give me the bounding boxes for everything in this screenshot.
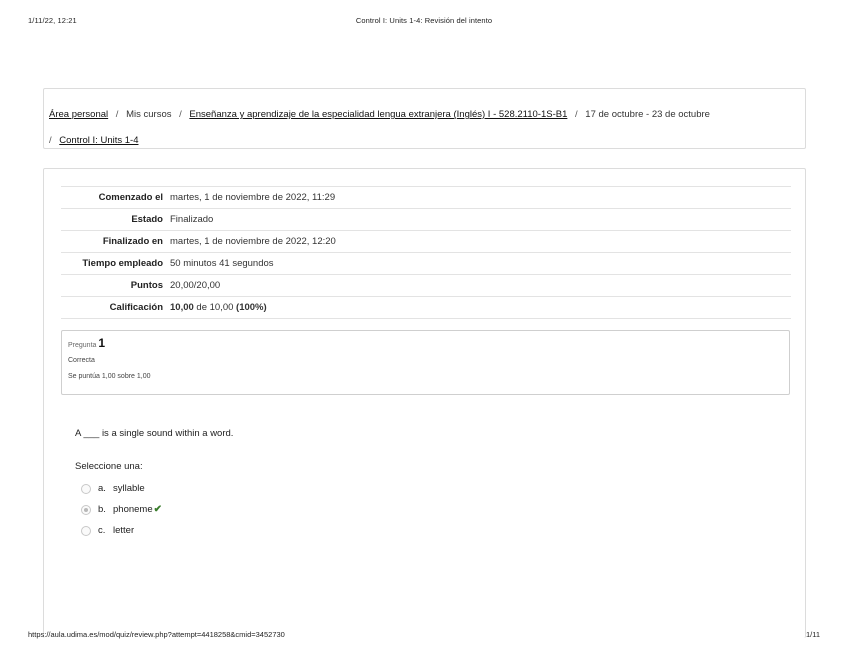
summary-value: martes, 1 de noviembre de 2022, 11:29 [170, 192, 336, 203]
question-number-label: Pregunta [68, 342, 97, 349]
summary-row-started [61, 187, 791, 209]
summary-value: 50 minutos 41 segundos [170, 258, 274, 269]
radio-button-selected [81, 505, 91, 515]
question-text: A ___ is a single sound within a word. [75, 428, 234, 439]
summary-row-points [61, 275, 791, 297]
breadcrumb [43, 88, 806, 149]
radio-button [81, 484, 91, 494]
answer-letter: c. [98, 525, 106, 536]
summary-row-state [61, 209, 791, 231]
print-header [28, 16, 820, 28]
grade-score: 10,00 [170, 302, 194, 313]
question-grade: Se puntúa 1,00 sobre 1,00 [68, 373, 151, 380]
answer-letter: a. [98, 483, 106, 494]
grade-middle: de 10,00 [196, 302, 234, 313]
question-info-box [61, 330, 790, 395]
print-page-number: 1/11 [805, 630, 820, 639]
radio-button [81, 526, 91, 536]
breadcrumb-quiz[interactable]: Control I: Units 1-4 [59, 135, 139, 146]
answer-option-c [81, 520, 162, 541]
answer-prompt: Seleccione una: [75, 461, 143, 472]
grade-percent: (100%) [236, 302, 267, 313]
summary-label: Comenzado el [98, 192, 163, 203]
answer-letter: b. [98, 504, 106, 515]
answer-text: letter [113, 525, 135, 536]
question-number: 1 [98, 336, 106, 350]
summary-label: Tiempo empleado [82, 258, 163, 269]
print-timestamp: 1/11/22, 12:21 [28, 16, 77, 25]
attempt-review-card [43, 168, 806, 638]
summary-label: Calificación [109, 302, 163, 313]
breadcrumb-mis-cursos: Mis cursos [126, 109, 172, 120]
summary-grade-value [170, 297, 791, 319]
breadcrumb-course[interactable]: Enseñanza y aprendizaje de la especialidad lengua extranjera (Inglés) I - 528.2110-1S-B1 [189, 109, 568, 120]
print-page-title: Control I: Units 1-4: Revisión del intento [355, 16, 493, 25]
summary-row-grade [61, 297, 791, 319]
breadcrumb-separator: / [115, 109, 119, 120]
question-number-line [68, 336, 789, 353]
summary-label: Estado [131, 214, 163, 225]
summary-value: 20,00/20,00 [170, 280, 221, 291]
answer-option-a [81, 478, 162, 499]
answer-option-b [81, 499, 162, 520]
print-url: https://aula.udima.es/mod/quiz/review.php?attempt=4418258&cmid=3452730 [28, 630, 285, 639]
attempt-summary-table [61, 186, 791, 319]
breadcrumb-separator: / [575, 109, 578, 120]
print-footer [28, 630, 820, 642]
summary-value: martes, 1 de noviembre de 2022, 12:20 [170, 236, 336, 247]
breadcrumb-separator: / [49, 135, 52, 146]
answer-list [81, 478, 162, 541]
summary-label: Finalizado en [102, 236, 163, 247]
answer-text: phoneme [113, 504, 153, 515]
summary-row-finished [61, 231, 791, 253]
breadcrumb-area-personal[interactable]: Área personal [49, 109, 109, 120]
breadcrumb-separator: / [179, 109, 182, 120]
summary-value: Finalizado [170, 214, 214, 225]
answer-text: syllable [113, 483, 145, 494]
summary-label: Puntos [130, 280, 163, 291]
breadcrumb-section: 17 de octubre - 23 de octubre [585, 109, 710, 120]
check-icon: ✔ [153, 504, 163, 515]
question-state: Correcta [68, 357, 95, 364]
summary-row-time [61, 253, 791, 275]
